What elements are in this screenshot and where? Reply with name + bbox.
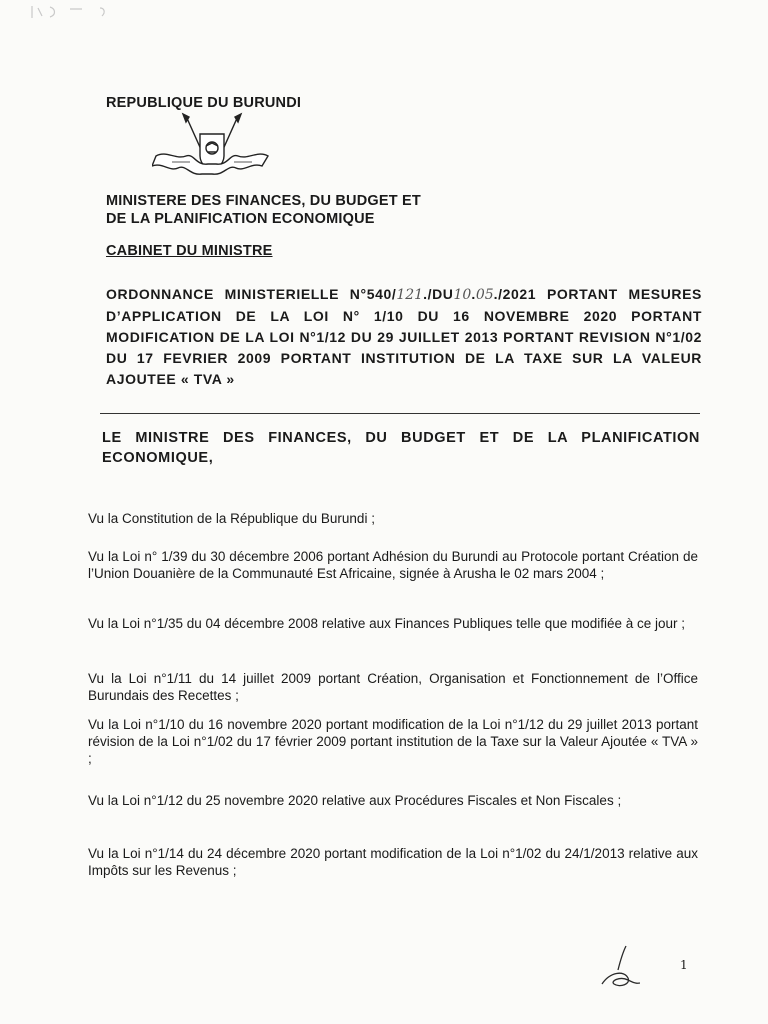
- handwritten-month: 05: [475, 287, 494, 303]
- coat-of-arms-icon: [152, 112, 272, 192]
- republic-title: REPUBLIQUE DU BURUNDI: [106, 95, 302, 111]
- signature-icon: [596, 944, 640, 990]
- consideration-item: Vu la Loi n°1/14 du 24 décembre 2020 portant modification de la Loi n°1/02 du 24/1/2013 relative aux Impôts sur les Revenus ;: [88, 846, 698, 878]
- page-number: 1: [680, 958, 688, 972]
- ministry-title: [106, 192, 421, 228]
- cabinet-heading: CABINET DU MINISTRE: [106, 243, 273, 259]
- consideration-item: Vu la Loi n° 1/39 du 30 décembre 2006 portant Adhésion du Burundi au Protocole portant Création de l’Union Douanière de la Communauté Est Africaine, signée à Arusha le 02 mars 2004 ;: [88, 549, 698, 581]
- consideration-item: Vu la Loi n°1/12 du 25 novembre 2020 relative aux Procédures Fiscales et Non Fiscales ;: [88, 793, 622, 808]
- ministry-line-2: DE LA PLANIFICATION ECONOMIQUE: [106, 211, 375, 227]
- ordinance-prefix: ORDONNANCE MINISTERIELLE N°540/: [106, 286, 397, 302]
- consideration-item: Vu la Loi n°1/10 du 16 novembre 2020 portant modification de la Loi n°1/12 du 29 juillet 2013 portant révision de la Loi n°1/02 du 17 février 2009 portant institution de la Taxe sur la Valeur Ajoutée « TVA » ;: [88, 717, 698, 766]
- ordinance-mid: ./DU: [423, 286, 454, 302]
- ministry-line-1: MINISTERE DES FINANCES, DU BUDGET ET: [106, 193, 421, 209]
- ordinance-dot: .: [471, 286, 476, 302]
- consideration-item: Vu la Loi n°1/35 du 04 décembre 2008 relative aux Finances Publiques telle que modifiée à ce jour ;: [88, 616, 686, 631]
- consideration-item: Vu la Constitution de la République du Burundi ;: [88, 511, 375, 526]
- ordinance-title: [106, 284, 702, 390]
- minister-heading: LE MINISTRE DES FINANCES, DU BUDGET ET DE LA PLANIFICATION ECONOMIQUE,: [102, 430, 700, 466]
- handwritten-day: 10: [453, 287, 472, 303]
- ordinance-suffix: ./2021 PORTANT MESURES D’APPLICATION DE LA LOI N° 1/10 DU 16 NOVEMBRE 2020 PORTANT MODIFICATION DE LA LOI N°1/12 DU 29 JUILLET 2013 PORTANT REVISION N°1/02 DU 17 FEVRIER 2009 PORTANT INSTITUTION DE LA TAXE SUR LA VALEUR AJOUTEE « TVA »: [106, 286, 702, 387]
- consideration-item: Vu la Loi n°1/11 du 14 juillet 2009 portant Création, Organisation et Fonctionnement de l’Office Burundais des Recettes ;: [88, 671, 698, 703]
- scan-mark-icon: [30, 4, 120, 22]
- handwritten-number: 121: [396, 287, 424, 303]
- separator-line: [100, 413, 700, 414]
